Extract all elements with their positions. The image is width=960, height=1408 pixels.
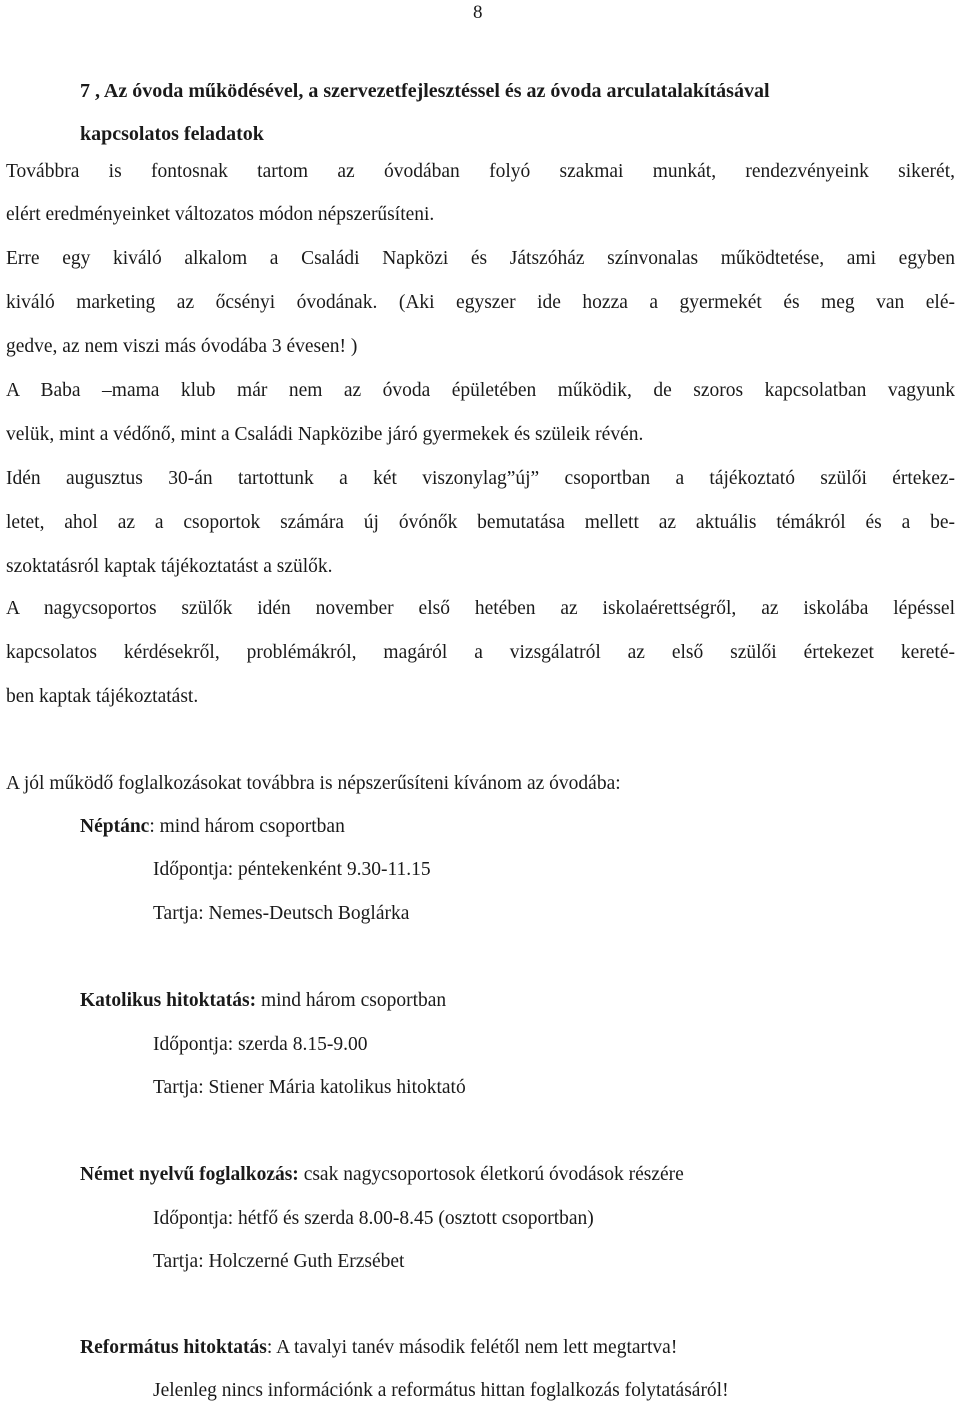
paragraph-line: gedve, az nem viszi más óvodába 3 évesen! ) (6, 336, 358, 357)
activity-note: Jelenleg nincs információnk a református hittan foglalkozás folytatásáról! (153, 1380, 729, 1401)
paragraph-line: ben kaptak tájékoztatást. (6, 686, 199, 707)
section-heading (80, 70, 940, 156)
activity-separator: : (266, 1337, 273, 1358)
paragraph-line: Idén augusztus 30-án tartottunk a két viszonylag”új” csoportban a tájékoztató szülői értekez- (6, 468, 955, 489)
paragraph-line: szoktatásról kaptak tájékoztatást a szülők. (6, 556, 333, 577)
paragraph-line: kiváló marketing az őcsényi óvodának. (Aki egyszer ide hozza a gyermekét és meg van elé- (6, 292, 955, 313)
activity-detail: mind három csoportban (154, 816, 345, 837)
activity-time: Időpontja: péntekenként 9.30-11.15 (153, 859, 431, 880)
paragraph-line: Továbbra is fontosnak tartom az óvodában folyó szakmai munkát, rendezvényeink sikerét, (6, 161, 955, 182)
activity-leader: Tartja: Nemes-Deutsch Boglárka (153, 903, 410, 924)
activity-detail: A tavalyi tanév második felétől nem lett megtartva! (272, 1337, 678, 1358)
activity-title (80, 1163, 684, 1187)
activity-title (80, 815, 345, 839)
activity-time: Időpontja: hétfő és szerda 8.00-8.45 (osztott csoportban) (153, 1208, 594, 1229)
activity-name: Református hitoktatás (80, 1337, 267, 1358)
heading-line-1: 7 , Az óvoda működésével, a szervezetfejlesztéssel és az óvoda arculatalakításával (80, 80, 770, 102)
paragraph-line: A nagycsoportos szülők idén november első hetében az iskolaérettségről, az iskolába lépéssel (6, 598, 955, 619)
activity-leader: Tartja: Holczerné Guth Erzsébet (153, 1251, 405, 1272)
paragraph-line: velük, mint a védőnő, mint a Családi Napközibe járó gyermekek és szüleik révén. (6, 424, 644, 445)
activity-detail: mind három csoportban (256, 990, 447, 1011)
activity-separator: : (149, 816, 155, 837)
activity-leader: Tartja: Stiener Mária katolikus hitoktató (153, 1077, 466, 1098)
activity-detail: csak nagycsoportosok életkorú óvodások részére (298, 1164, 684, 1185)
paragraph-line: elért eredményeinket változatos módon népszerűsíteni. (6, 204, 435, 225)
heading-line-2: kapcsolatos feladatok (80, 123, 264, 145)
paragraph-line: Erre egy kiváló alkalom a Családi Napközi és Játszóház színvonalas működtetése, ami egyben (6, 248, 955, 269)
page-number: 8 (473, 2, 483, 23)
paragraph-line: kapcsolatos kérdésekről, problémákról, magáról a vizsgálatról az első szülői értekezet kereté- (6, 642, 955, 663)
activity-name: Katolikus hitoktatás: (80, 990, 257, 1011)
activity-name: Néptánc (80, 816, 150, 837)
paragraph-line: letet, ahol az a csoportok számára új óvónők bemutatása mellett az aktuális témákról és a be- (6, 512, 955, 533)
activity-name: Német nyelvű foglalkozás: (80, 1164, 299, 1185)
paragraph-line: A Baba –mama klub már nem az óvoda épületében működik, de szoros kapcsolatban vagyunk (6, 380, 955, 401)
activity-time: Időpontja: szerda 8.15-9.00 (153, 1034, 368, 1055)
activity-title (80, 1336, 677, 1360)
activity-title (80, 989, 446, 1013)
activities-intro: A jól működő foglalkozásokat továbbra is népszerűsíteni kívánom az óvodába: (6, 773, 621, 794)
